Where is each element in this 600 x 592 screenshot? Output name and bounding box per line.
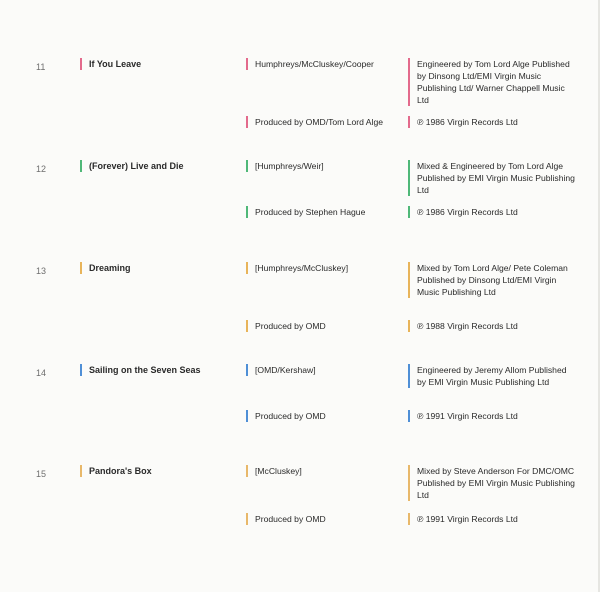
track-title: Pandora's Box bbox=[80, 465, 239, 477]
track-producer: Produced by OMD/Tom Lord Alge bbox=[246, 116, 405, 128]
track-copyright: ℗ 1991 Virgin Records Ltd bbox=[408, 410, 577, 422]
track-number: 12 bbox=[36, 164, 47, 174]
track-credits: Mixed by Tom Lord Alge/ Pete Coleman Published by Dinsong Ltd/EMI Virgin Music Publishing Ltd bbox=[408, 262, 577, 298]
track-copyright: ℗ 1991 Virgin Records Ltd bbox=[408, 513, 577, 525]
track-writers: [OMD/Kershaw] bbox=[246, 364, 405, 376]
track-credits: Engineered by Jeremy Allom Published by EMI Virgin Music Publishing Ltd bbox=[408, 364, 577, 388]
track-number: 11 bbox=[36, 62, 46, 72]
track-credits: Engineered by Tom Lord Alge Published by Dinsong Ltd/EMI Virgin Music Publishing Ltd/ Warner Chappell Music Ltd bbox=[408, 58, 577, 106]
track-title: Sailing on the Seven Seas bbox=[80, 364, 239, 376]
track-writers: [McCluskey] bbox=[246, 465, 405, 477]
track-producer: Produced by OMD bbox=[246, 410, 405, 422]
track-producer: Produced by OMD bbox=[246, 513, 405, 525]
track-copyright: ℗ 1988 Virgin Records Ltd bbox=[408, 320, 577, 332]
track-writers: [Humphreys/McCluskey] bbox=[246, 262, 405, 274]
track-copyright: ℗ 1986 Virgin Records Ltd bbox=[408, 116, 577, 128]
track-title: (Forever) Live and Die bbox=[80, 160, 239, 172]
track-number: 15 bbox=[36, 469, 47, 479]
track-writers: [Humphreys/Weir] bbox=[246, 160, 405, 172]
track-credits: Mixed by Steve Anderson For DMC/OMC Published by EMI Virgin Music Publishing Ltd bbox=[408, 465, 577, 501]
track-number: 13 bbox=[36, 266, 47, 276]
track-writers: Humphreys/McCluskey/Cooper bbox=[246, 58, 405, 70]
track-producer: Produced by Stephen Hague bbox=[246, 206, 405, 218]
track-title: Dreaming bbox=[80, 262, 239, 274]
track-copyright: ℗ 1986 Virgin Records Ltd bbox=[408, 206, 577, 218]
track-credits: Mixed & Engineered by Tom Lord Alge Published by EMI Virgin Music Publishing Ltd bbox=[408, 160, 577, 196]
track-producer: Produced by OMD bbox=[246, 320, 405, 332]
track-number: 14 bbox=[36, 368, 47, 378]
track-title: If You Leave bbox=[80, 58, 239, 70]
